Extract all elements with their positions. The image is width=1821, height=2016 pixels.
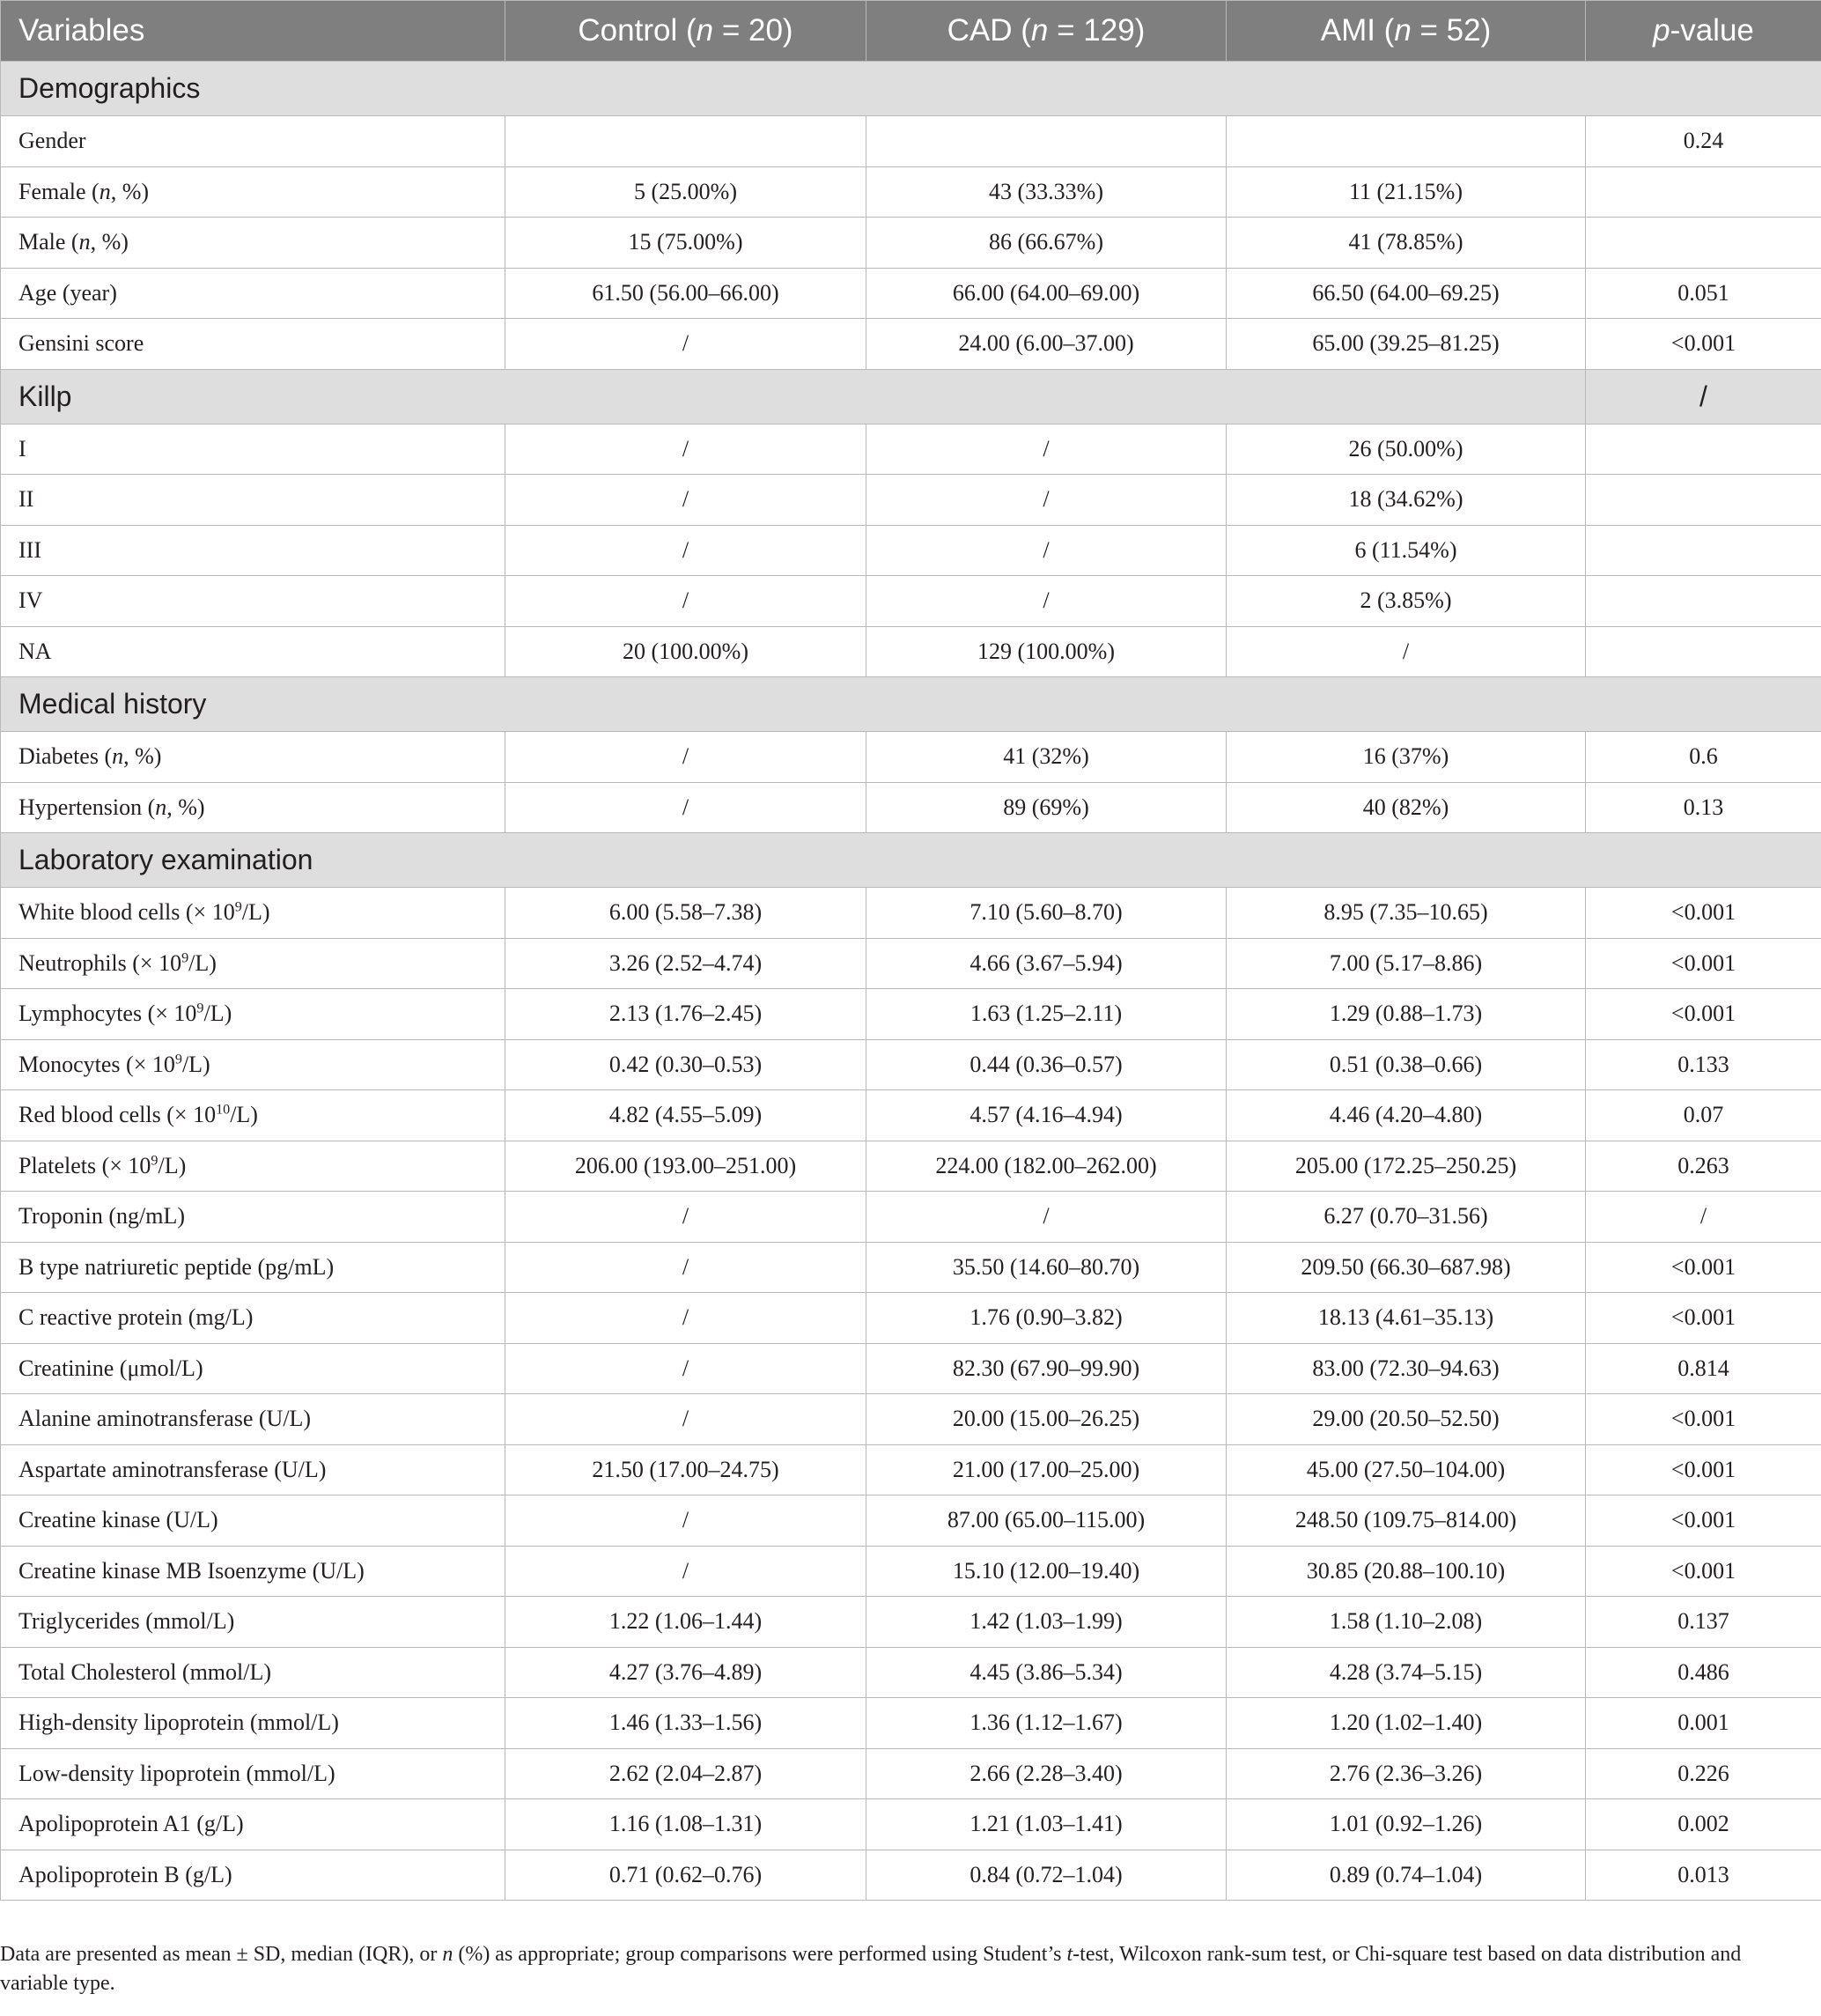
control-cell: /: [505, 1192, 866, 1243]
table-row: [1, 1748, 1821, 1799]
table-row: [1, 938, 1821, 989]
control-cell: 5 (25.00%): [505, 166, 866, 218]
control-cell: 1.22 (1.06–1.44): [505, 1597, 866, 1648]
row-label: Gender: [1, 116, 505, 167]
p-value-cell: /: [1586, 1192, 1821, 1243]
table-row: [1, 1495, 1821, 1547]
table-row: [1, 166, 1821, 218]
control-cell: [505, 116, 866, 167]
p-value-cell: <0.001: [1586, 1546, 1821, 1597]
table-row: [1, 576, 1821, 627]
table-row: [1, 1546, 1821, 1597]
p-value-cell: <0.001: [1586, 1293, 1821, 1344]
ami-cell: 4.46 (4.20–4.80): [1227, 1090, 1586, 1141]
row-label: B type natriuretic peptide (pg/mL): [1, 1242, 505, 1293]
ami-cell: 0.51 (0.38–0.66): [1227, 1039, 1586, 1090]
control-cell: /: [505, 1293, 866, 1344]
p-value-cell: 0.263: [1586, 1141, 1821, 1192]
section-row-laboratory: [1, 833, 1821, 888]
row-label: NA: [1, 626, 505, 677]
p-value-cell: 0.013: [1586, 1850, 1821, 1901]
section-title: Demographics: [1, 62, 1821, 116]
ami-cell: 65.00 (39.25–81.25): [1227, 319, 1586, 370]
table-row: [1, 268, 1821, 319]
p-value-cell: <0.001: [1586, 989, 1821, 1040]
section-row-killip: [1, 369, 1821, 424]
cad-cell: 0.44 (0.36–0.57): [866, 1039, 1227, 1090]
table-row: [1, 218, 1821, 269]
row-label: Creatine kinase MB Isoenzyme (U/L): [1, 1546, 505, 1597]
cad-cell: 1.21 (1.03–1.41): [866, 1799, 1227, 1850]
p-value-cell: [1586, 576, 1821, 627]
cad-cell: /: [866, 475, 1227, 526]
cad-cell: 1.63 (1.25–2.11): [866, 989, 1227, 1040]
row-label: Platelets (× $10^9/L$): [1, 1141, 505, 1192]
cad-cell: 86 (66.67%): [866, 218, 1227, 269]
control-cell: 61.50 (56.00–66.00): [505, 268, 866, 319]
row-label: Creatine kinase (U/L): [1, 1495, 505, 1547]
table-row: [1, 525, 1821, 576]
p-value-cell: 0.226: [1586, 1748, 1821, 1799]
ami-cell: 83.00 (72.30–94.63): [1227, 1343, 1586, 1394]
control-cell: 21.50 (17.00–24.75): [505, 1444, 866, 1495]
table-row: [1, 319, 1821, 370]
table-row: [1, 116, 1821, 167]
p-value-cell: <0.001: [1586, 1242, 1821, 1293]
row-label: Diabetes (n, %): [1, 732, 505, 783]
section-title: Medical history: [1, 677, 1821, 732]
row-label: I: [1, 424, 505, 475]
p-value-cell: 0.051: [1586, 268, 1821, 319]
row-label: Alanine aminotransferase (U/L): [1, 1394, 505, 1445]
row-label: IV: [1, 576, 505, 627]
control-cell: 20 (100.00%): [505, 626, 866, 677]
p-value-cell: 0.002: [1586, 1799, 1821, 1850]
cad-cell: 82.30 (67.90–99.90): [866, 1343, 1227, 1394]
row-label: Total Cholesterol (mmol/L): [1, 1647, 505, 1698]
row-label: Apolipoprotein A1 (g/L): [1, 1799, 505, 1850]
p-value-cell: 0.486: [1586, 1647, 1821, 1698]
control-cell: 0.71 (0.62–0.76): [505, 1850, 866, 1901]
ami-cell: 1.58 (1.10–2.08): [1227, 1597, 1586, 1648]
control-cell: /: [505, 424, 866, 475]
table-header-row: [1, 1, 1821, 62]
row-label: Gensini score: [1, 319, 505, 370]
table-row: [1, 1343, 1821, 1394]
section-title: Laboratory examination: [1, 833, 1821, 888]
p-value-cell: 0.07: [1586, 1090, 1821, 1141]
table-row: [1, 1850, 1821, 1901]
control-cell: 1.16 (1.08–1.31): [505, 1799, 866, 1850]
ami-cell: 66.50 (64.00–69.25): [1227, 268, 1586, 319]
ami-cell: 6 (11.54%): [1227, 525, 1586, 576]
cad-cell: 4.57 (4.16–4.94): [866, 1090, 1227, 1141]
control-cell: /: [505, 1495, 866, 1547]
control-cell: 6.00 (5.58–7.38): [505, 888, 866, 939]
cad-cell: /: [866, 1192, 1227, 1243]
ami-cell: 11 (21.15%): [1227, 166, 1586, 218]
table-row: [1, 782, 1821, 833]
row-label: Red blood cells (× $10^{10}/L$): [1, 1090, 505, 1141]
section-p-value: /: [1586, 369, 1821, 424]
cad-cell: 7.10 (5.60–8.70): [866, 888, 1227, 939]
ami-cell: 2 (3.85%): [1227, 576, 1586, 627]
section-row-demographics: [1, 62, 1821, 116]
row-label: II: [1, 475, 505, 526]
cad-cell: 1.36 (1.12–1.67): [866, 1698, 1227, 1749]
ami-cell: 0.89 (0.74–1.04): [1227, 1850, 1586, 1901]
table-row: [1, 1090, 1821, 1141]
ami-cell: 209.50 (66.30–687.98): [1227, 1242, 1586, 1293]
cad-cell: 89 (69%): [866, 782, 1227, 833]
row-label: White blood cells (× $10^9/L$): [1, 888, 505, 939]
p-value-cell: [1586, 424, 1821, 475]
ami-cell: 29.00 (20.50–52.50): [1227, 1394, 1586, 1445]
control-cell: /: [505, 1242, 866, 1293]
header-ami: AMI (n = 52): [1227, 1, 1586, 62]
cad-cell: /: [866, 525, 1227, 576]
table-row: [1, 1242, 1821, 1293]
cad-cell: 35.50 (14.60–80.70): [866, 1242, 1227, 1293]
p-value-cell: 0.24: [1586, 116, 1821, 167]
table-row: [1, 1293, 1821, 1344]
table-row: [1, 1039, 1821, 1090]
table-row: [1, 1647, 1821, 1698]
p-value-cell: <0.001: [1586, 319, 1821, 370]
table-row: [1, 1698, 1821, 1749]
cad-cell: 15.10 (12.00–19.40): [866, 1546, 1227, 1597]
p-value-cell: 0.137: [1586, 1597, 1821, 1648]
cad-cell: 24.00 (6.00–37.00): [866, 319, 1227, 370]
control-cell: /: [505, 732, 866, 783]
section-row-medical-history: [1, 677, 1821, 732]
cad-cell: 4.66 (3.67–5.94): [866, 938, 1227, 989]
ami-cell: 18 (34.62%): [1227, 475, 1586, 526]
cad-cell: 41 (32%): [866, 732, 1227, 783]
row-label: C reactive protein (mg/L): [1, 1293, 505, 1344]
ami-cell: [1227, 116, 1586, 167]
cad-cell: 1.76 (0.90–3.82): [866, 1293, 1227, 1344]
control-cell: 0.42 (0.30–0.53): [505, 1039, 866, 1090]
p-value-cell: [1586, 525, 1821, 576]
cad-cell: 87.00 (65.00–115.00): [866, 1495, 1227, 1547]
ami-cell: 7.00 (5.17–8.86): [1227, 938, 1586, 989]
p-value-cell: 0.13: [1586, 782, 1821, 833]
control-cell: 15 (75.00%): [505, 218, 866, 269]
table-row: [1, 1192, 1821, 1243]
row-label: Female (n, %): [1, 166, 505, 218]
ami-cell: 1.29 (0.88–1.73): [1227, 989, 1586, 1040]
control-cell: 1.46 (1.33–1.56): [505, 1698, 866, 1749]
cad-cell: /: [866, 576, 1227, 627]
row-label: III: [1, 525, 505, 576]
row-label: Creatinine (μmol/L): [1, 1343, 505, 1394]
table-row: [1, 888, 1821, 939]
ami-cell: 30.85 (20.88–100.10): [1227, 1546, 1586, 1597]
ami-cell: 1.20 (1.02–1.40): [1227, 1698, 1586, 1749]
cad-cell: 2.66 (2.28–3.40): [866, 1748, 1227, 1799]
control-cell: /: [505, 319, 866, 370]
header-cad: CAD (n = 129): [866, 1, 1227, 62]
control-cell: /: [505, 475, 866, 526]
control-cell: /: [505, 1546, 866, 1597]
ami-cell: 1.01 (0.92–1.26): [1227, 1799, 1586, 1850]
p-value-cell: [1586, 218, 1821, 269]
control-cell: /: [505, 1394, 866, 1445]
ami-cell: /: [1227, 626, 1586, 677]
ami-cell: 41 (78.85%): [1227, 218, 1586, 269]
control-cell: 2.13 (1.76–2.45): [505, 989, 866, 1040]
row-label: Troponin (ng/mL): [1, 1192, 505, 1243]
ami-cell: 8.95 (7.35–10.65): [1227, 888, 1586, 939]
control-cell: 4.82 (4.55–5.09): [505, 1090, 866, 1141]
p-value-cell: <0.001: [1586, 1444, 1821, 1495]
row-label: Monocytes (× $10^9/L$): [1, 1039, 505, 1090]
cad-cell: /: [866, 424, 1227, 475]
ami-cell: 248.50 (109.75–814.00): [1227, 1495, 1586, 1547]
header-p-value: p-value: [1586, 1, 1821, 62]
cad-cell: 66.00 (64.00–69.00): [866, 268, 1227, 319]
ami-cell: 6.27 (0.70–31.56): [1227, 1192, 1586, 1243]
control-cell: 3.26 (2.52–4.74): [505, 938, 866, 989]
p-value-cell: <0.001: [1586, 888, 1821, 939]
ami-cell: 40 (82%): [1227, 782, 1586, 833]
p-value-cell: [1586, 475, 1821, 526]
p-value-cell: 0.6: [1586, 732, 1821, 783]
table-row: [1, 1141, 1821, 1192]
table-row: [1, 1394, 1821, 1445]
table-row: [1, 475, 1821, 526]
row-label: Apolipoprotein B (g/L): [1, 1850, 505, 1901]
control-cell: 206.00 (193.00–251.00): [505, 1141, 866, 1192]
cad-cell: 43 (33.33%): [866, 166, 1227, 218]
ami-cell: 26 (50.00%): [1227, 424, 1586, 475]
row-label: Neutrophils (× $10^9/L$): [1, 938, 505, 989]
section-title: Killp: [1, 369, 1586, 424]
table-row: [1, 626, 1821, 677]
table-footnote: Data are presented as mean ± SD, median (IQR), or n (%) as appropriate; group comparisons were performed using Student’s t-test, Wilcoxon rank-sum test, or Chi-square test based on data distribution and variable type.: [0, 1943, 1742, 1995]
row-label: Triglycerides (mmol/L): [1, 1597, 505, 1648]
p-value-cell: <0.001: [1586, 938, 1821, 989]
p-value-cell: [1586, 166, 1821, 218]
table-row: [1, 1799, 1821, 1850]
cad-cell: 224.00 (182.00–262.00): [866, 1141, 1227, 1192]
p-value-cell: <0.001: [1586, 1394, 1821, 1445]
p-value-cell: 0.133: [1586, 1039, 1821, 1090]
ami-cell: 2.76 (2.36–3.26): [1227, 1748, 1586, 1799]
row-label: Male (n, %): [1, 218, 505, 269]
table-row: [1, 1597, 1821, 1648]
row-label: Lymphocytes (× $10^9/L$): [1, 989, 505, 1040]
p-value-cell: <0.001: [1586, 1495, 1821, 1547]
control-cell: /: [505, 782, 866, 833]
control-cell: 4.27 (3.76–4.89): [505, 1647, 866, 1698]
cad-cell: 1.42 (1.03–1.99): [866, 1597, 1227, 1648]
control-cell: /: [505, 1343, 866, 1394]
table-row: [1, 1444, 1821, 1495]
control-cell: /: [505, 576, 866, 627]
ami-cell: 16 (37%): [1227, 732, 1586, 783]
p-value-cell: 0.001: [1586, 1698, 1821, 1749]
cad-cell: 21.00 (17.00–25.00): [866, 1444, 1227, 1495]
cad-cell: [866, 116, 1227, 167]
control-cell: /: [505, 525, 866, 576]
row-label: High-density lipoprotein (mmol/L): [1, 1698, 505, 1749]
ami-cell: 205.00 (172.25–250.25): [1227, 1141, 1586, 1192]
header-control: Control (n = 20): [505, 1, 866, 62]
table-row: [1, 424, 1821, 475]
ami-cell: 4.28 (3.74–5.15): [1227, 1647, 1586, 1698]
control-cell: 2.62 (2.04–2.87): [505, 1748, 866, 1799]
row-label: Low-density lipoprotein (mmol/L): [1, 1748, 505, 1799]
row-label: Aspartate aminotransferase (U/L): [1, 1444, 505, 1495]
cad-cell: 4.45 (3.86–5.34): [866, 1647, 1227, 1698]
header-variables: Variables: [1, 1, 505, 62]
p-value-cell: 0.814: [1586, 1343, 1821, 1394]
table-row: [1, 989, 1821, 1040]
table-row: [1, 732, 1821, 783]
cad-cell: 0.84 (0.72–1.04): [866, 1850, 1227, 1901]
p-value-cell: [1586, 626, 1821, 677]
row-label: Age (year): [1, 268, 505, 319]
cad-cell: 129 (100.00%): [866, 626, 1227, 677]
ami-cell: 45.00 (27.50–104.00): [1227, 1444, 1586, 1495]
ami-cell: 18.13 (4.61–35.13): [1227, 1293, 1586, 1344]
cad-cell: 20.00 (15.00–26.25): [866, 1394, 1227, 1445]
row-label: Hypertension (n, %): [1, 782, 505, 833]
